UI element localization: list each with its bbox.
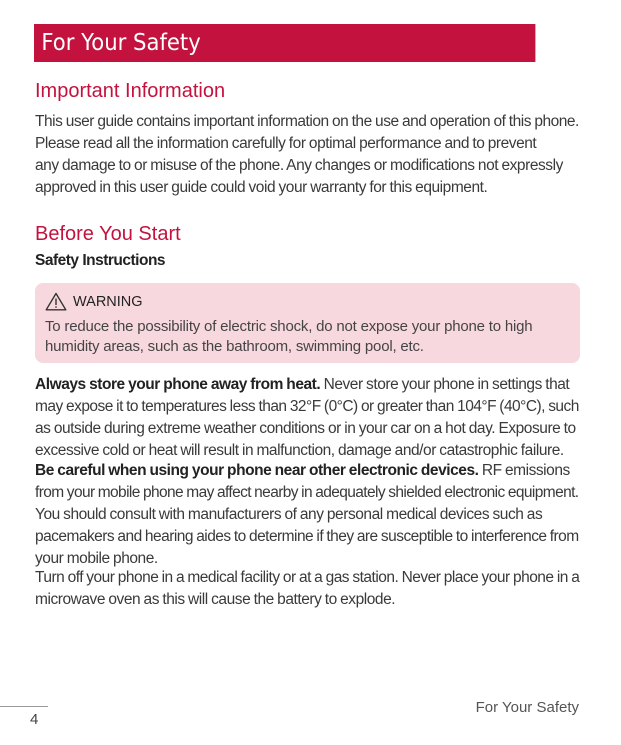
- page-number: 4: [30, 711, 39, 728]
- warning-header: [45, 292, 143, 311]
- safety-instructions-heading: Safety Instructions: [35, 252, 166, 269]
- footer-section-title: For Your Safety: [475, 699, 579, 716]
- heat-paragraph: [35, 374, 580, 462]
- paragraph-line: your mobile phone.: [35, 550, 158, 567]
- footer-rule: [0, 706, 48, 707]
- heat-first-text: Never store your phone in settings that: [320, 376, 570, 393]
- paragraph-line: pacemakers and hearing aides to determine if they are susceptible to interference from: [35, 528, 579, 545]
- warning-line: To reduce the possibility of electric shock, do not expose your phone to high: [45, 318, 533, 335]
- warning-text: [45, 317, 575, 357]
- paragraph-line: Turn off your phone in a medical facility or at a gas station. Never place your phone in a: [35, 569, 580, 586]
- paragraph-line: excessive cold or heat will result in malfunction, damage and/or catastrophic failure.: [35, 442, 564, 459]
- warning-label: WARNING: [73, 293, 143, 310]
- electronic-devices-paragraph: [35, 460, 580, 570]
- medical-paragraph: [35, 567, 580, 611]
- paragraph-line: [35, 460, 580, 482]
- paragraph-line: This user guide contains important information on the use and operation of this phone.: [35, 113, 579, 130]
- paragraph-line: may expose it to temperatures less than 32°F (0°C) or greater than 104°F (40°C), such: [35, 398, 579, 415]
- section-title-before-you-start: Before You Start: [35, 223, 181, 245]
- paragraph-line: Please read all the information carefully for optimal performance and to prevent: [35, 135, 537, 152]
- paragraph-line: microwave oven as this will cause the battery to explode.: [35, 591, 396, 608]
- warning-line: humidity areas, such as the bathroom, swimming pool, etc.: [45, 338, 424, 355]
- paragraph-line: as outside during extreme weather conditions or in your car on a hot day. Exposure to: [35, 420, 576, 437]
- warning-box: [35, 283, 580, 363]
- paragraph-line: [35, 374, 580, 396]
- paragraph-line: any damage to or misuse of the phone. Any changes or modifications not expressly: [35, 157, 563, 174]
- page-header-bar: [34, 24, 535, 62]
- paragraph-line: approved in this user guide could void your warranty for this equipment.: [35, 179, 488, 196]
- heat-lead: Always store your phone away from heat.: [35, 376, 321, 393]
- electronic-lead: Be careful when using your phone near other electronic devices.: [35, 462, 479, 479]
- warning-triangle-icon: [45, 292, 67, 311]
- important-paragraph: [35, 111, 580, 199]
- section-title-important: Important Information: [35, 80, 226, 102]
- paragraph-line: from your mobile phone may affect nearby in adequately shielded electronic equipment.: [35, 484, 579, 501]
- electronic-first-text: RF emissions: [478, 462, 570, 479]
- page-header-title: For Your Safety: [41, 30, 201, 56]
- paragraph-line: You should consult with manufacturers of any personal medical devices such as: [35, 506, 543, 523]
